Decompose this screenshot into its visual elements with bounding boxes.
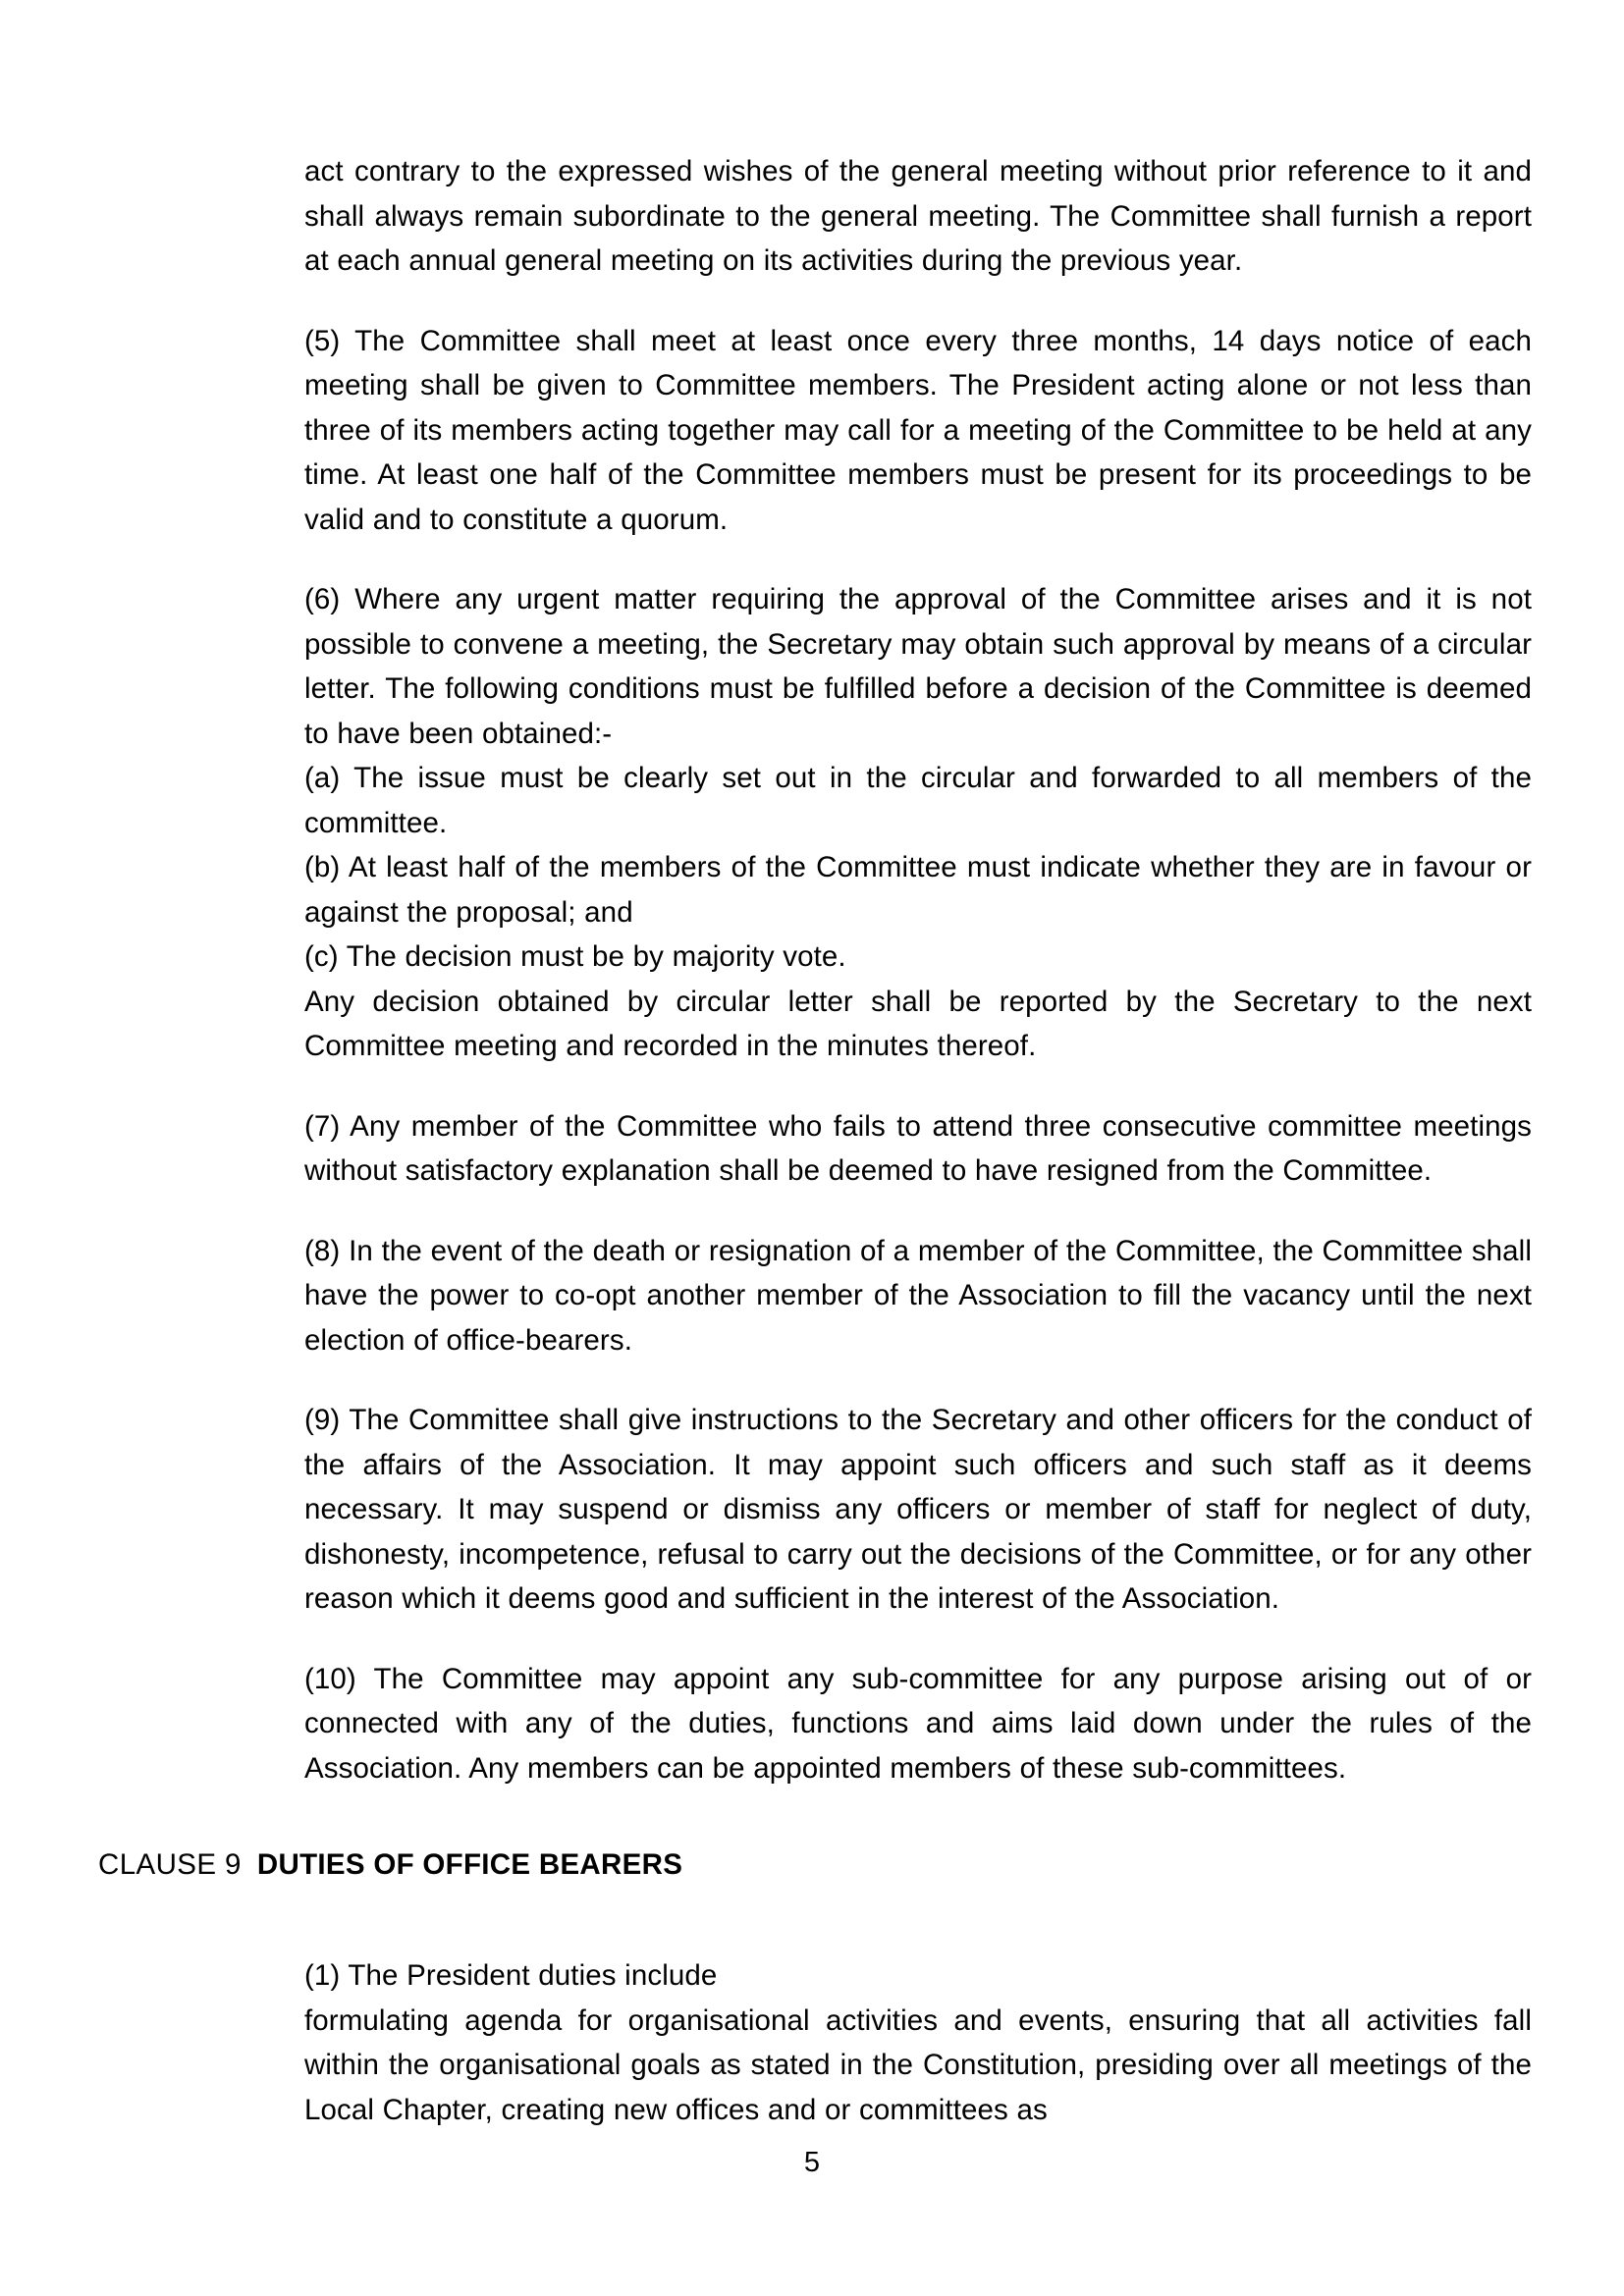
paragraph-item-6-a: (a) The issue must be clearly set out in the circular and forwarded to all members of the committee.: [304, 762, 1532, 839]
clause-title: DUTIES OF OFFICE BEARERS: [256, 1848, 683, 1881]
paragraph-item-8: (8) In the event of the death or resignation of a member of the Committee, the Committee shall have the power to co-opt another member of the Association to fill the vacancy until the next election of office-bearers.: [304, 1234, 1532, 1357]
duties-item-1-heading: (1) The President duties include: [304, 1959, 718, 1992]
clause-number-label: CLAUSE 9: [98, 1848, 242, 1881]
paragraph-item-6-intro: (6) Where any urgent matter requiring the approval of the Committee arises and it is not possible to convene a meeting, the Secretary may obtain such approval by means of a circular letter. The following conditions must be fulfilled before a decision of the Committee is deemed to have been obtained:-: [304, 583, 1532, 750]
document-body-lower: [304, 1953, 1532, 2132]
clause-9-heading: [98, 1845, 1532, 1885]
paragraph-item-6-b: (b) At least half of the members of the Committee must indicate whether they are in favour or against the proposal; and: [304, 851, 1532, 929]
paragraph-item-6-closing: Any decision obtained by circular letter shall be reported by the Secretary to the next Committee meeting and recorded in the minutes thereof.: [304, 985, 1532, 1062]
paragraph-item-9: (9) The Committee shall give instructions to the Secretary and other officers for the conduct of the affairs of the Association. It may appoint such officers and such staff as it deems necessary. It may suspend or dismiss any officers or member of staff for neglect of duty, dishonesty, incompetence, refusal to carry out the decisions of the Committee, or for any other reason which it deems good and sufficient in the interest of the Association.: [304, 1404, 1532, 1615]
paragraph-item-6-group: [304, 577, 1532, 1069]
paragraph-item-7: (7) Any member of the Committee who fails to attend three consecutive committee meetings without satisfactory explanation shall be deemed to have resigned from the Committee.: [304, 1109, 1532, 1187]
duties-item-1-body: formulating agenda for organisational activities and events, ensuring that all activities fall within the organisational goals as stated in the Constitution, presiding over all meetings of the Local Chapter, creating new offices and or committees as: [304, 2003, 1532, 2126]
paragraph-continuation: act contrary to the expressed wishes of the general meeting without prior reference to it and shall always remain subordinate to the general meeting. The Committee shall furnish a report at each annual general meeting on its activities during the previous year.: [304, 155, 1532, 277]
document-body-upper: [304, 149, 1532, 1790]
paragraph-item-10: (10) The Committee may appoint any sub-committee for any purpose arising out of or connected with any of the duties, functions and aims laid down under the rules of the Association. Any members can be appointed members of these sub-committees.: [304, 1662, 1532, 1785]
page-number: 5: [803, 2147, 821, 2178]
paragraph-item-6-c: (c) The decision must be by majority vote.: [304, 940, 846, 973]
paragraph-item-5: (5) The Committee shall meet at least once every three months, 14 days notice of each meeting shall be given to Committee members. The President acting alone or not less than three of its members acting together may call for a meeting of the Committee to be held at any time. At least one half of the Committee members must be present for its proceedings to be valid and to constitute a quorum.: [304, 324, 1532, 536]
